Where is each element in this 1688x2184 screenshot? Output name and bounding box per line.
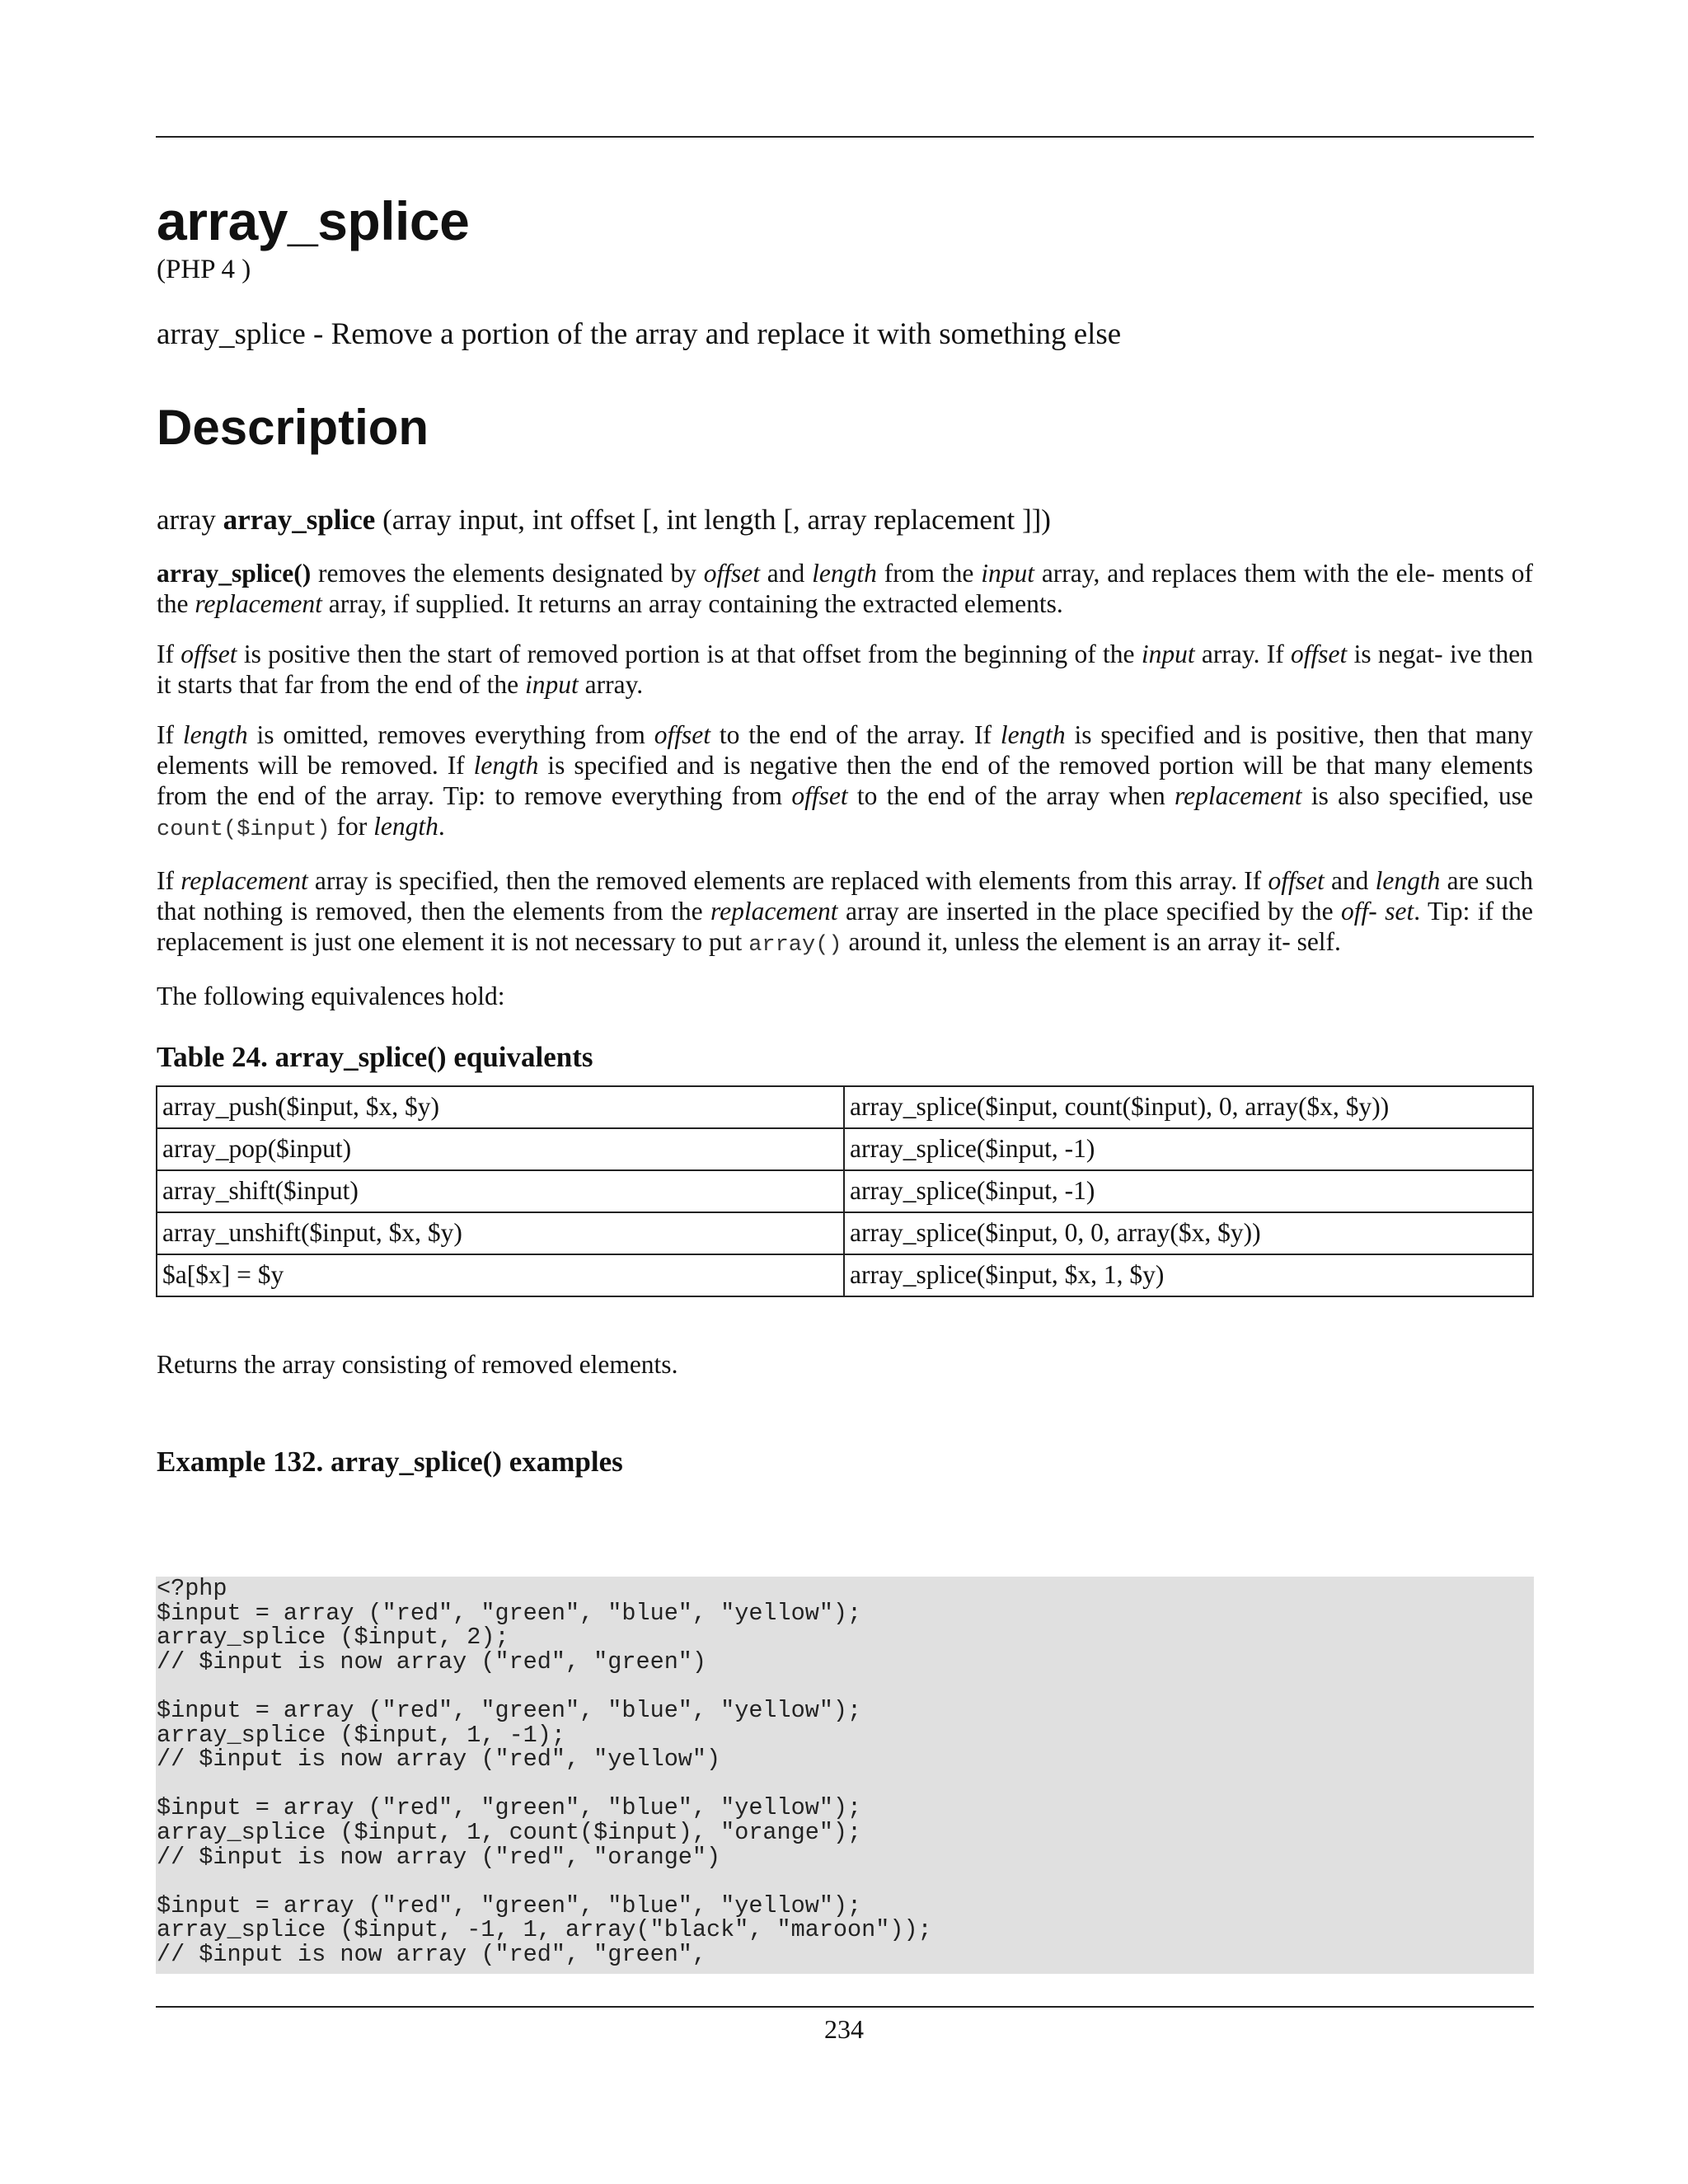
param-ref: replacement <box>181 866 308 895</box>
table-row <box>157 1212 1533 1254</box>
text-run: array, and replaces them with the ele- ments of the <box>157 559 1534 618</box>
text-run: are such that nothing is removed, then the elements from the <box>157 866 1533 926</box>
code-line: // $input is now array ("red", "orange") <box>157 1843 721 1871</box>
text-run: is negat- ive then it starts that far from the end of the <box>157 640 1533 699</box>
inline-code: array() <box>748 933 842 958</box>
code-line: array_splice ($input, -1, 1, array("black", "maroon")); <box>157 1916 932 1944</box>
code-line: // $input is now array ("red", "green", <box>157 1940 707 1968</box>
param-ref: length <box>373 812 438 841</box>
code-line: $input = array ("red", "green", "blue", "yellow"); <box>157 1794 862 1822</box>
table-cell: array_splice($input, 0, 0, array($x, $y)) <box>844 1212 1533 1254</box>
code-line <box>156 1869 1534 1894</box>
text-run: array, if supplied. It returns an array containing the extracted elements. <box>321 589 1063 618</box>
footer-rule <box>156 2006 1534 2008</box>
php-version: (PHP 4 ) <box>157 255 251 284</box>
text-run: . Tip: if the replacement is just one element it is not necessary to put <box>157 897 1534 956</box>
table-row <box>157 1128 1533 1170</box>
code-line: // $input is now array ("red", "green") <box>157 1647 707 1675</box>
text-run: to the end of the array. If <box>710 720 1001 749</box>
text-run: If <box>157 720 183 749</box>
param-ref: offset <box>1291 640 1348 668</box>
table-cell: array_splice($input, $x, 1, $y) <box>844 1254 1533 1296</box>
function-purpose: array_splice - Remove a portion of the array and replace it with something else <box>157 317 1122 351</box>
code-line: array_splice ($input, 2); <box>157 1624 509 1652</box>
text-run: If <box>157 640 181 668</box>
text-run: array is specified, then the removed elements are replaced with elements from this array. If <box>307 866 1268 895</box>
code-line: array_splice ($input, 1, count($input), "orange"); <box>157 1818 862 1846</box>
text-run: from the <box>876 559 982 588</box>
table-cell: array_splice($input, -1) <box>844 1128 1533 1170</box>
header-rule <box>156 136 1534 138</box>
paragraph-4 <box>157 865 1533 961</box>
function-synopsis <box>157 504 1533 537</box>
param-ref: length <box>1375 866 1441 895</box>
text-run: is specified and is negative then the end of the removed portion will be that many elements from the end of the array. Tip: to remove everything from <box>157 751 1533 810</box>
synopsis-params: (array input, int offset [, int length [, array replacement ]]) <box>382 504 1051 536</box>
page-number: 234 <box>824 2014 864 2044</box>
paragraph-1 <box>157 558 1533 619</box>
text-run: removes the elements designated by <box>311 559 704 588</box>
synopsis-return-type: array <box>157 504 216 536</box>
param-ref: replacement <box>195 589 322 618</box>
table-cell: $a[$x] = $y <box>157 1254 844 1296</box>
text-run: array. <box>578 670 644 699</box>
param-ref: length <box>182 720 248 749</box>
function-title: array_splice <box>157 190 470 251</box>
param-ref: offset <box>703 559 760 588</box>
code-line: <?php <box>157 1577 227 1602</box>
description-heading: Description <box>157 400 429 455</box>
text-run: is also specified, use <box>1301 781 1533 810</box>
equivalents-table <box>156 1085 1534 1297</box>
inline-function: array_splice() <box>157 559 312 588</box>
code-line: $input = array ("red", "green", "blue", "yellow"); <box>157 1696 862 1724</box>
text-run: and <box>1324 866 1376 895</box>
param-ref: replacement <box>1175 781 1302 810</box>
table-row <box>157 1254 1533 1296</box>
text-run: is specified and is positive, then that many elements will be removed. If <box>157 720 1533 780</box>
text-run: array are inserted in the place specified by the <box>837 897 1342 926</box>
table-row <box>157 1170 1533 1212</box>
table-cell: array_unshift($input, $x, $y) <box>157 1212 844 1254</box>
synopsis-function-name: array_splice <box>223 504 376 536</box>
text-run: for <box>330 812 374 841</box>
text-run: and <box>759 559 813 588</box>
code-line: // $input is now array ("red", "yellow") <box>157 1746 721 1774</box>
text-run: is positive then the start of removed portion is at that offset from the beginning of the <box>237 640 1142 668</box>
table-cell: array_pop($input) <box>157 1128 844 1170</box>
table-cell: array_shift($input) <box>157 1170 844 1212</box>
param-ref: offset <box>791 781 848 810</box>
text-run: array. If <box>1194 640 1292 668</box>
param-ref: length <box>473 751 539 780</box>
code-line: $input = array ("red", "green", "blue", "yellow"); <box>157 1599 862 1627</box>
param-ref: length <box>812 559 877 588</box>
code-line <box>156 1674 1534 1699</box>
table-title: Table 24. array_splice() equivalents <box>157 1041 593 1073</box>
code-line: array_splice ($input, 1, -1); <box>157 1721 565 1749</box>
table-row <box>157 1086 1533 1128</box>
param-ref: input <box>981 559 1034 588</box>
text-run: If <box>157 866 181 895</box>
page-content <box>157 185 1533 1479</box>
returns-text: Returns the array consisting of removed elements. <box>157 1350 678 1379</box>
param-ref: input <box>524 670 579 699</box>
table-cell: array_splice($input, -1) <box>844 1170 1533 1212</box>
example-title: Example 132. array_splice() examples <box>157 1446 623 1478</box>
param-ref: offset <box>654 720 710 749</box>
table-cell: array_splice($input, count($input), 0, array($x, $y)) <box>844 1086 1533 1128</box>
paragraph-2 <box>157 639 1533 700</box>
param-ref: length <box>1000 720 1066 749</box>
code-line <box>156 1772 1534 1797</box>
param-ref: replacement <box>710 897 838 926</box>
text-run: around it, unless the element is an array it- self. <box>842 927 1341 956</box>
param-ref: off- set <box>1341 897 1414 926</box>
param-ref: input <box>1141 640 1195 668</box>
text-run: to the end of the array when <box>847 781 1175 810</box>
paragraph-3 <box>157 719 1533 846</box>
paragraph-5: The following equivalences hold: <box>157 982 505 1010</box>
text-run: . <box>438 812 445 841</box>
param-ref: offset <box>1268 866 1325 895</box>
text-run: is omitted, removes everything from <box>247 720 654 749</box>
code-example <box>156 1577 1534 1974</box>
param-ref: offset <box>181 640 237 668</box>
code-line: $input = array ("red", "green", "blue", "yellow"); <box>157 1891 862 1919</box>
table-cell: array_push($input, $x, $y) <box>157 1086 844 1128</box>
inline-code: count($input) <box>157 818 331 842</box>
